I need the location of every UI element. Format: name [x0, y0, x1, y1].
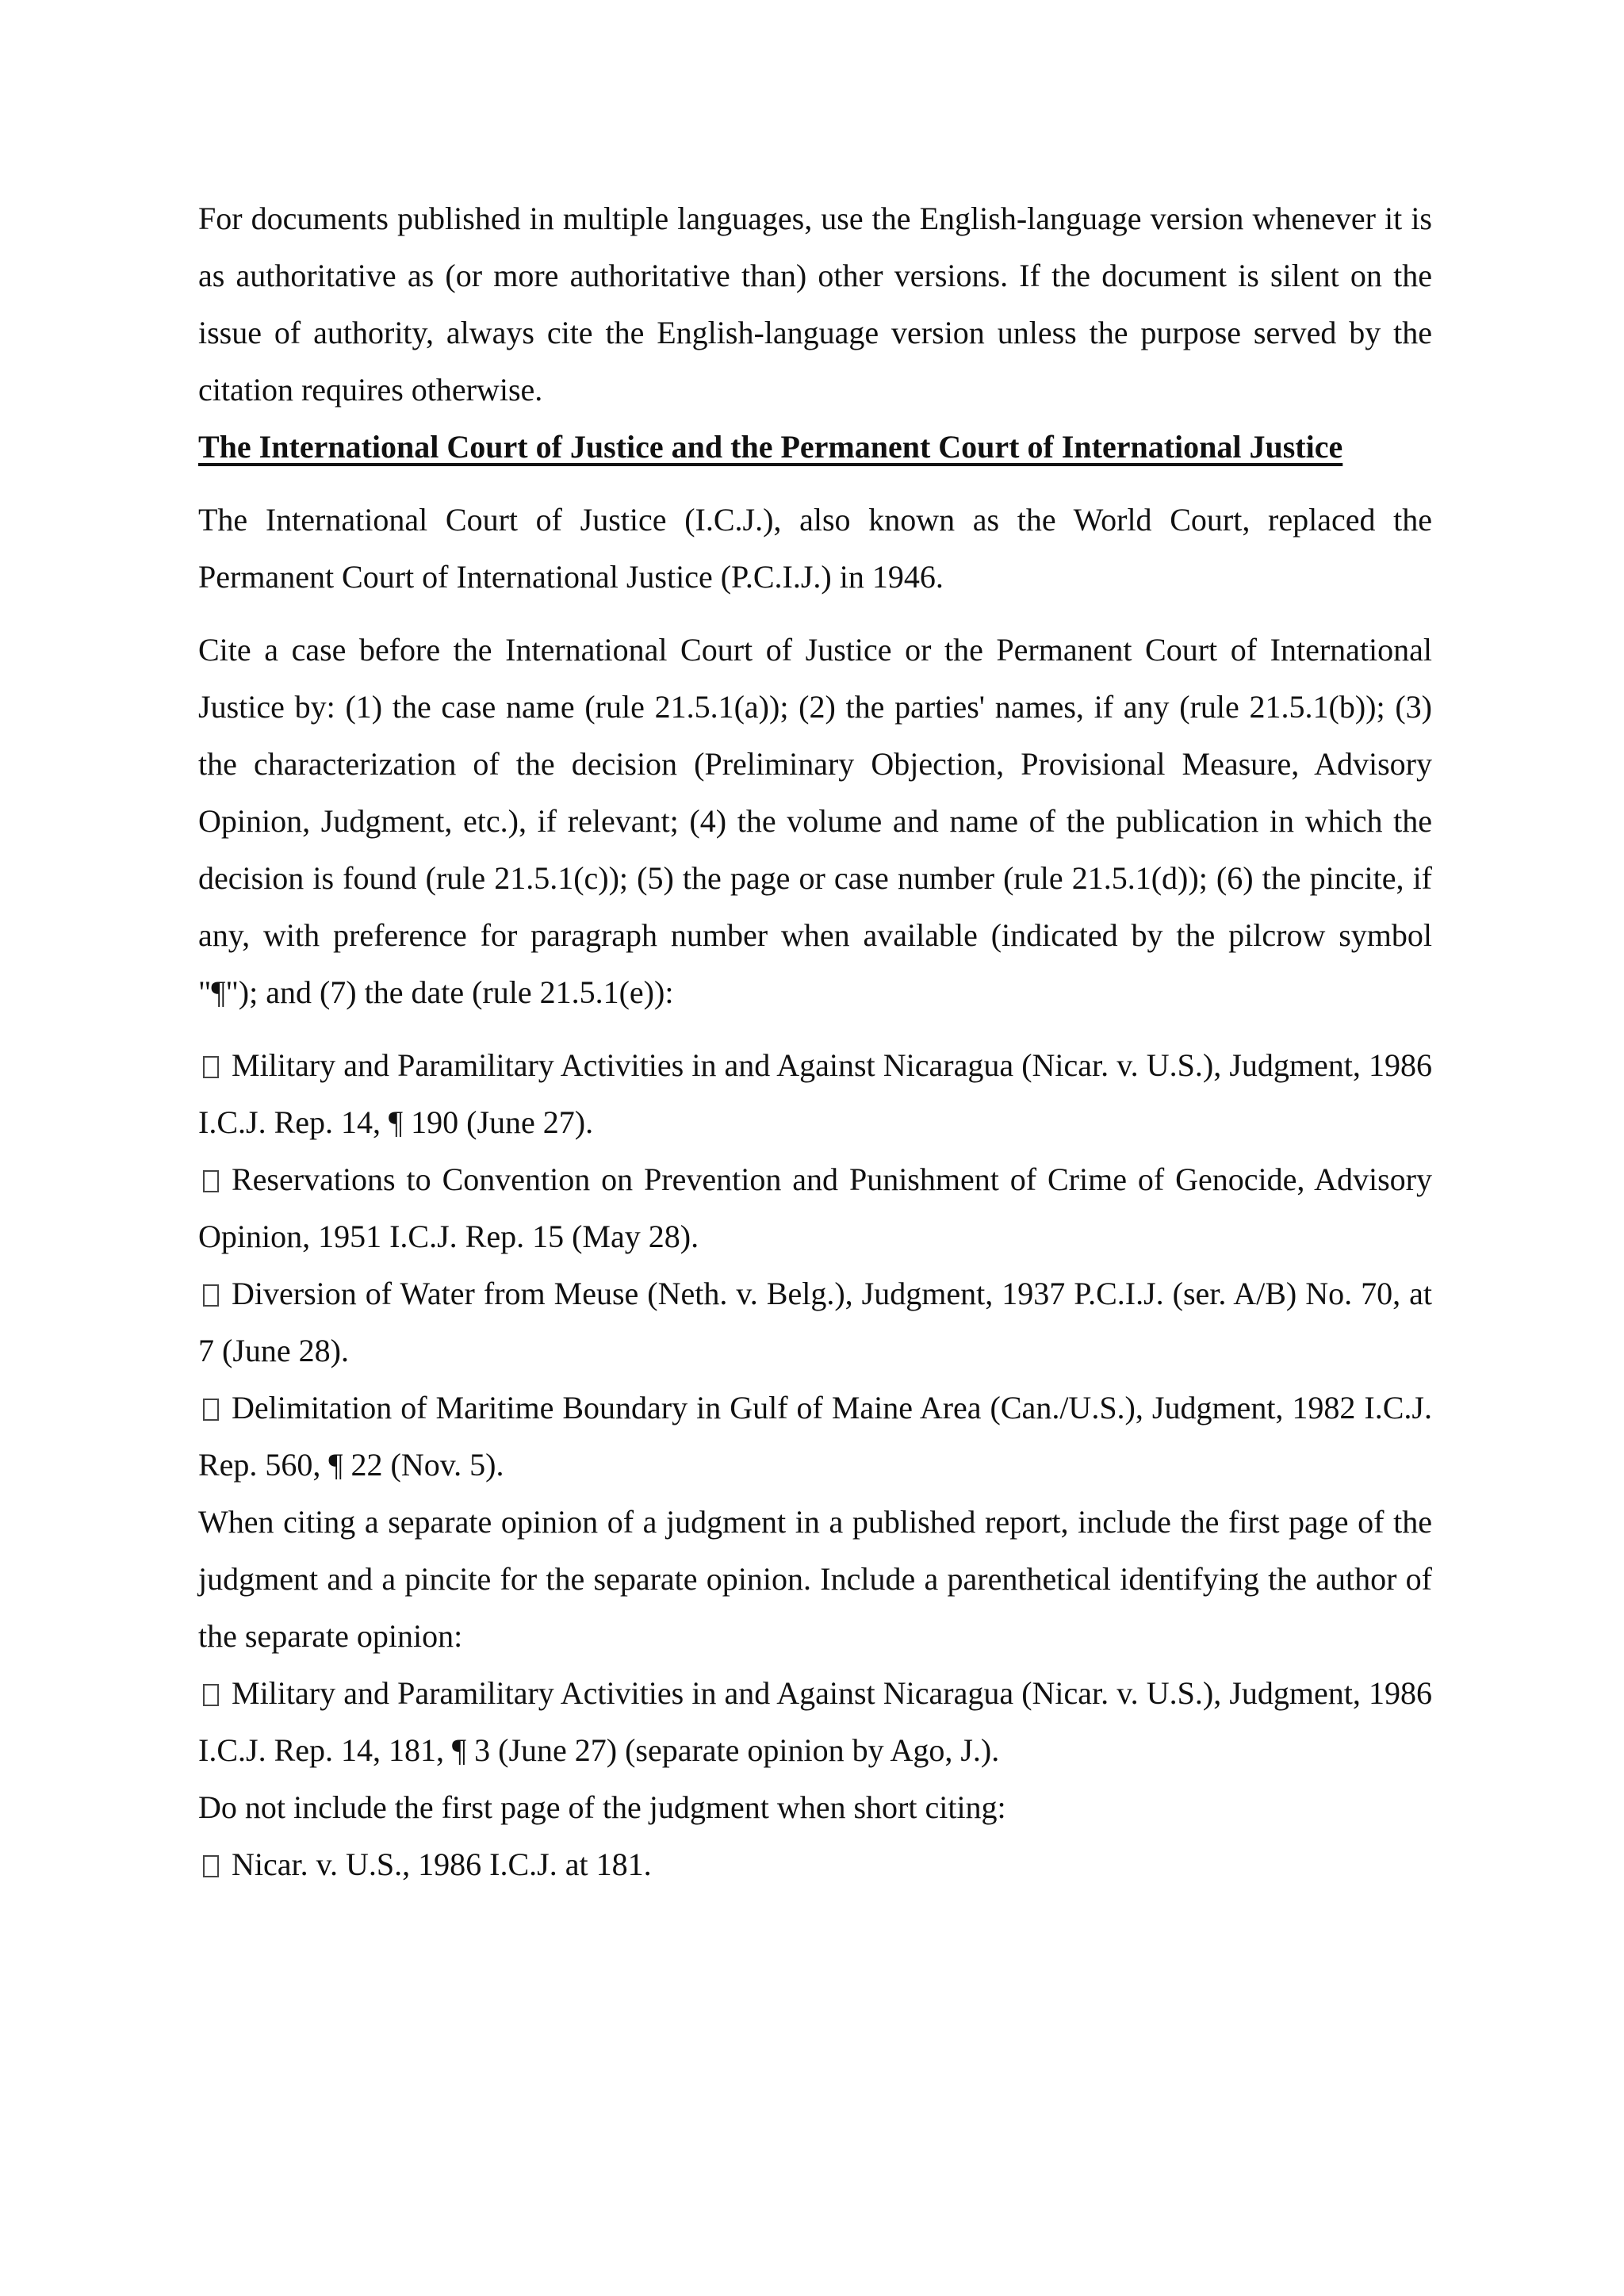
- document-page: [198, 190, 1432, 1893]
- bullet-box-icon: [203, 1284, 219, 1307]
- icj-intro-paragraph: The International Court of Justice (I.C.J.), also known as the World Court, replaced the Permanent Court of International Justice (P.C.I.J.) in 1946.: [198, 502, 1432, 595]
- bullet-box-icon: [203, 1855, 219, 1877]
- example-item: Delimitation of Maritime Boundary in Gulf of Maine Area (Can./U.S.), Judgment, 1982 I.C.J. Rep. 560, ¶ 22 (Nov. 5).: [198, 1390, 1432, 1483]
- bullet-box-icon: [203, 1684, 219, 1706]
- short-cite-paragraph: Do not include the first page of the judgment when short citing:: [198, 1789, 1006, 1825]
- example-item: Reservations to Convention on Prevention and Punishment of Crime of Genocide, Advisory Opinion, 1951 I.C.J. Rep. 15 (May 28).: [198, 1161, 1432, 1254]
- example-item: Military and Paramilitary Activities in and Against Nicaragua (Nicar. v. U.S.), Judgment, 1986 I.C.J. Rep. 14, ¶ 190 (June 27).: [198, 1047, 1432, 1140]
- intro-paragraph: For documents published in multiple languages, use the English-language version whenever it is as authoritative as (or more authoritative than) other versions. If the document is silent on the issue of authority, always cite the English-language version unless the purpose served by the citation requires otherwise.: [198, 201, 1432, 408]
- short-cite-example: Nicar. v. U.S., 1986 I.C.J. at 181.: [198, 1836, 1432, 1893]
- bullet-box-icon: [203, 1056, 219, 1078]
- examples-list: [198, 1037, 1432, 1494]
- bullet-box-icon: [203, 1399, 219, 1421]
- separate-opinion-paragraph: When citing a separate opinion of a judgment in a published report, include the first page of the judgment and a pincite for the separate opinion. Include a parenthetical identifying the author of the separate opinion:: [198, 1504, 1432, 1654]
- separate-opinion-example: Military and Paramilitary Activities in and Against Nicaragua (Nicar. v. U.S.), Judgment, 1986 I.C.J. Rep. 14, 181, ¶ 3 (June 27) (separate opinion by Ago, J.).: [198, 1675, 1432, 1768]
- example-item: Diversion of Water from Meuse (Neth. v. Belg.), Judgment, 1937 P.C.I.J. (ser. A/B) No. 70, at 7 (June 28).: [198, 1276, 1432, 1368]
- bullet-box-icon: [203, 1170, 219, 1192]
- section-heading: The International Court of Justice and the Permanent Court of International Justice: [198, 429, 1343, 465]
- citation-rules-paragraph: Cite a case before the International Court of Justice or the Permanent Court of International Justice by: (1) the case name (rule 21.5.1(a)); (2) the parties' names, if any (rule 21.5.1(b)); (3) the characterization of the decision (Preliminary Objection, Provisional Measure, Advisory Opinion, Judgment, etc.), if relevant; (4) the volume and name of the publication in which the decision is found (rule 21.5.1(c)); (5) the page or case number (rule 21.5.1(d)); (6) the pincite, if any, with preference for paragraph number when available (indicated by the pilcrow symbol "¶"); and (7) the date (rule 21.5.1(e)):: [198, 632, 1432, 1010]
